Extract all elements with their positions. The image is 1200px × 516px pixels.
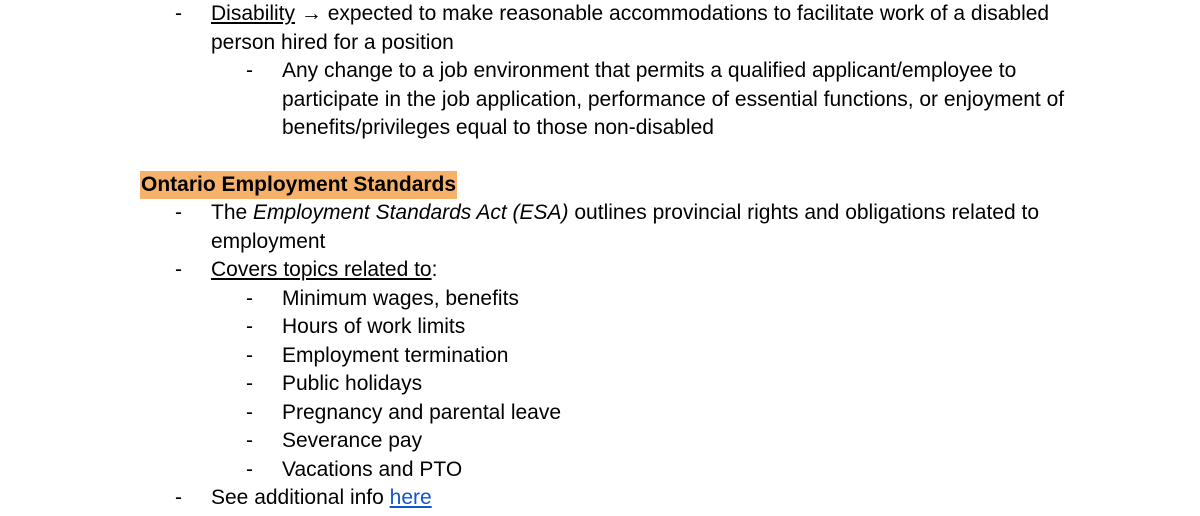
disability-sub-text: Any change to a job environment that permits a qualified applicant/employee to participate in the job application, performance of essential functions, or enjoyment of benefits/privileges equal to those non-disabled — [282, 59, 1065, 139]
esa-suffix: outlines provincial rights and obligations related to employment — [211, 201, 1039, 253]
topic-text: Minimum wages, benefits — [282, 286, 519, 310]
bullet-dash: - — [175, 258, 182, 281]
arrow-glyph: → — [300, 2, 322, 25]
bullet-dash: - — [175, 2, 182, 25]
disability-text — [211, 0, 1071, 57]
bullet-dash: - — [246, 286, 253, 310]
topic-text: Pregnancy and parental leave — [282, 400, 562, 424]
additional-info-text — [211, 484, 1071, 513]
topic-text: Public holidays — [282, 372, 423, 395]
esa-prefix: The — [211, 201, 254, 224]
esa-act-name: Employment Standards Act (ESA) — [253, 201, 569, 224]
disability-term: Disability — [211, 2, 296, 25]
bullet-dash: - — [246, 372, 253, 395]
bullet-dash: - — [246, 343, 253, 367]
disability-description: expected to make reasonable accommodations to facilitate work of a disabled person hired for a position — [211, 2, 1050, 54]
bullet-dash: - — [246, 315, 253, 338]
here-link[interactable]: here — [389, 486, 432, 509]
covers-label: Covers topics related to — [211, 258, 432, 281]
topic-text: Employment termination — [282, 343, 509, 367]
topic-text: Severance pay — [282, 429, 423, 452]
additional-info-prefix: See additional info — [211, 486, 390, 509]
covers-colon: : — [431, 258, 438, 281]
section-heading: Ontario Employment Standards — [140, 171, 457, 199]
covers-text — [211, 256, 1071, 285]
bullet-dash: - — [175, 486, 182, 509]
esa-text — [211, 199, 1071, 256]
bullet-dash: - — [246, 400, 253, 424]
bullet-dash: - — [246, 429, 253, 452]
bullet-dash: - — [246, 457, 253, 481]
topic-text: Hours of work limits — [282, 315, 466, 338]
bullet-dash: - — [175, 201, 182, 224]
bullet-dash: - — [246, 59, 253, 82]
topic-text: Vacations and PTO — [282, 457, 463, 481]
